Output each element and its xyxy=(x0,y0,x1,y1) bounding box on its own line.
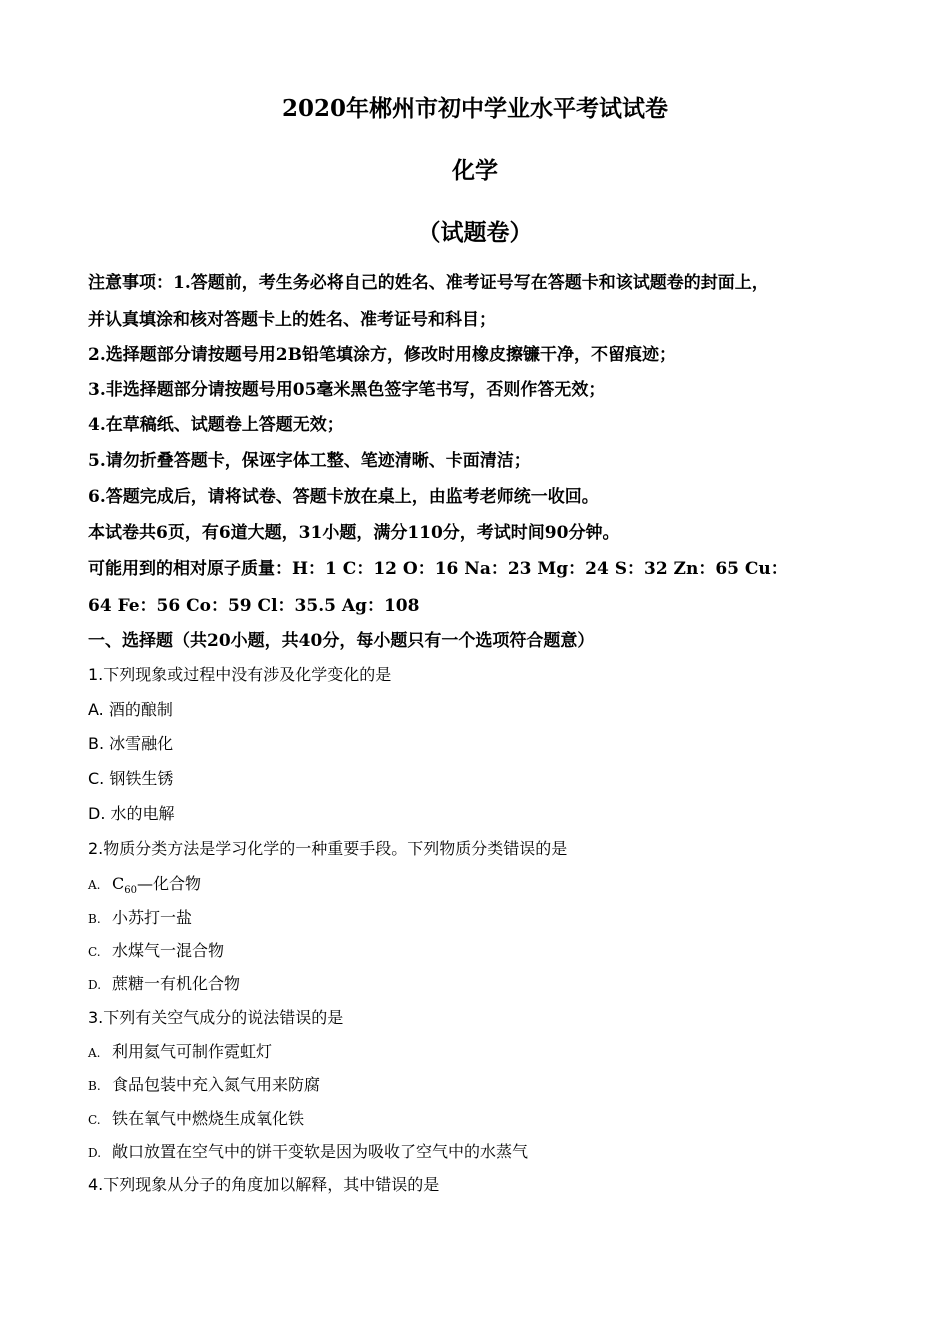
option-letter: A. xyxy=(88,878,101,892)
notes-line-2: 并认真填涂和核对答题卡上的姓名、准考证号和科目； xyxy=(88,310,496,330)
option-text: 蔗糖一有机化合物 xyxy=(112,974,241,993)
option-letter: C. xyxy=(88,1113,101,1127)
notes-line-1: 注意事项：1.答题前，考生务必将自己的姓名、准考证号写在答题卡和该试题卷的封面上， xyxy=(88,273,769,293)
option-text: 利用氦气可制作霓虹灯 xyxy=(112,1042,273,1061)
question-3-stem xyxy=(88,1005,343,1028)
option-letter: D. xyxy=(88,804,106,823)
question-text: 下列有关空气成分的说法错误的是 xyxy=(103,1008,344,1027)
notes-line-7: 6.答题完成后，请将试卷、答题卡放在桌上，由监考老师统一收回。 xyxy=(88,487,599,507)
option-text: 食品包装中充入氮气用来防腐 xyxy=(112,1075,321,1094)
notes-line-9: 可能用到的相对原子质量：H：1 C：12 O：16 Na：23 Mg：24 S：32 Zn：65 Cu： xyxy=(88,559,788,579)
option-letter: B. xyxy=(88,912,101,926)
option-letter: A. xyxy=(88,1046,101,1060)
notes-line-3: 2.选择题部分请按题号用2B铅笔填涂方，修改时用橡皮擦镰干净，不留痕迹； xyxy=(88,345,676,365)
option-letter: A. xyxy=(88,700,104,719)
question-1-option-c xyxy=(88,766,173,789)
subject-title: 化学 xyxy=(452,157,498,184)
question-number: 3. xyxy=(88,1008,104,1027)
option-text: 冰雪融化 xyxy=(109,734,174,753)
question-1-option-b xyxy=(88,731,173,754)
question-2-option-c xyxy=(88,938,224,961)
notes-line-10: 64 Fe：56 Co：59 Cl：35.5 Ag：108 xyxy=(88,596,420,616)
option-text: 水煤气一混合物 xyxy=(112,941,225,960)
question-2-option-d xyxy=(88,971,240,994)
section-1-heading: 一、选择题（共20小题，共40分，每小题只有一个选项符合题意） xyxy=(88,631,595,651)
question-1-option-a xyxy=(88,697,173,720)
question-number: 4. xyxy=(88,1175,104,1194)
option-text-subscript: 60 xyxy=(124,885,137,897)
option-letter: D. xyxy=(88,978,102,992)
question-3-option-c xyxy=(88,1106,304,1129)
question-2-option-b xyxy=(88,905,192,928)
question-2-option-a xyxy=(88,871,201,896)
option-text: 小苏打一盐 xyxy=(112,908,193,927)
option-letter: B. xyxy=(88,734,105,753)
notes-line-6: 5.请勿折叠答题卡，保诬字体工整、笔迹清晰、卡面清洁； xyxy=(88,451,531,471)
question-number: 2. xyxy=(88,839,104,858)
question-1-option-d xyxy=(88,801,175,824)
notes-line-5: 4.在草稿纸、试题卷上答题无效； xyxy=(88,415,344,435)
exam-title: 2020年郴州市初中学业水平考试试卷 xyxy=(281,95,668,122)
option-text: 钢铁生锈 xyxy=(109,769,174,788)
question-number: 1. xyxy=(88,665,104,684)
option-letter: C. xyxy=(88,769,105,788)
option-text-main: C xyxy=(112,874,125,893)
question-4-stem xyxy=(88,1172,439,1195)
question-3-option-d xyxy=(88,1139,528,1162)
option-text: 敞口放置在空气中的饼干变软是因为吸收了空气中的水蒸气 xyxy=(112,1142,529,1161)
question-1-stem xyxy=(88,662,391,685)
question-3-option-a xyxy=(88,1039,272,1062)
option-text: 铁在氧气中燃烧生成氧化铁 xyxy=(112,1109,305,1128)
option-text: 水的电解 xyxy=(110,804,175,823)
notes-line-4: 3.非选择题部分请按题号用05毫米黑色签字笔书写，否则作答无效； xyxy=(88,380,606,400)
question-2-stem xyxy=(88,836,567,859)
option-letter: C. xyxy=(88,945,101,959)
notes-line-8: 本试卷共6页，有6道大题，31小题，满分110分，考试时间90分钟。 xyxy=(88,523,620,543)
option-text: 酒的酿制 xyxy=(108,700,173,719)
option-text-rest: —化合物 xyxy=(136,874,201,893)
paper-type-title: （试题卷） xyxy=(417,219,533,246)
option-letter: D. xyxy=(88,1146,102,1160)
question-3-option-b xyxy=(88,1072,320,1095)
question-text: 物质分类方法是学习化学的一种重要手段。下列物质分类错误的是 xyxy=(103,839,568,858)
option-letter: B. xyxy=(88,1079,101,1093)
question-text: 下列现象从分子的角度加以解释，其中错误的是 xyxy=(103,1175,440,1194)
question-text: 下列现象或过程中没有涉及化学变化的是 xyxy=(103,665,392,684)
